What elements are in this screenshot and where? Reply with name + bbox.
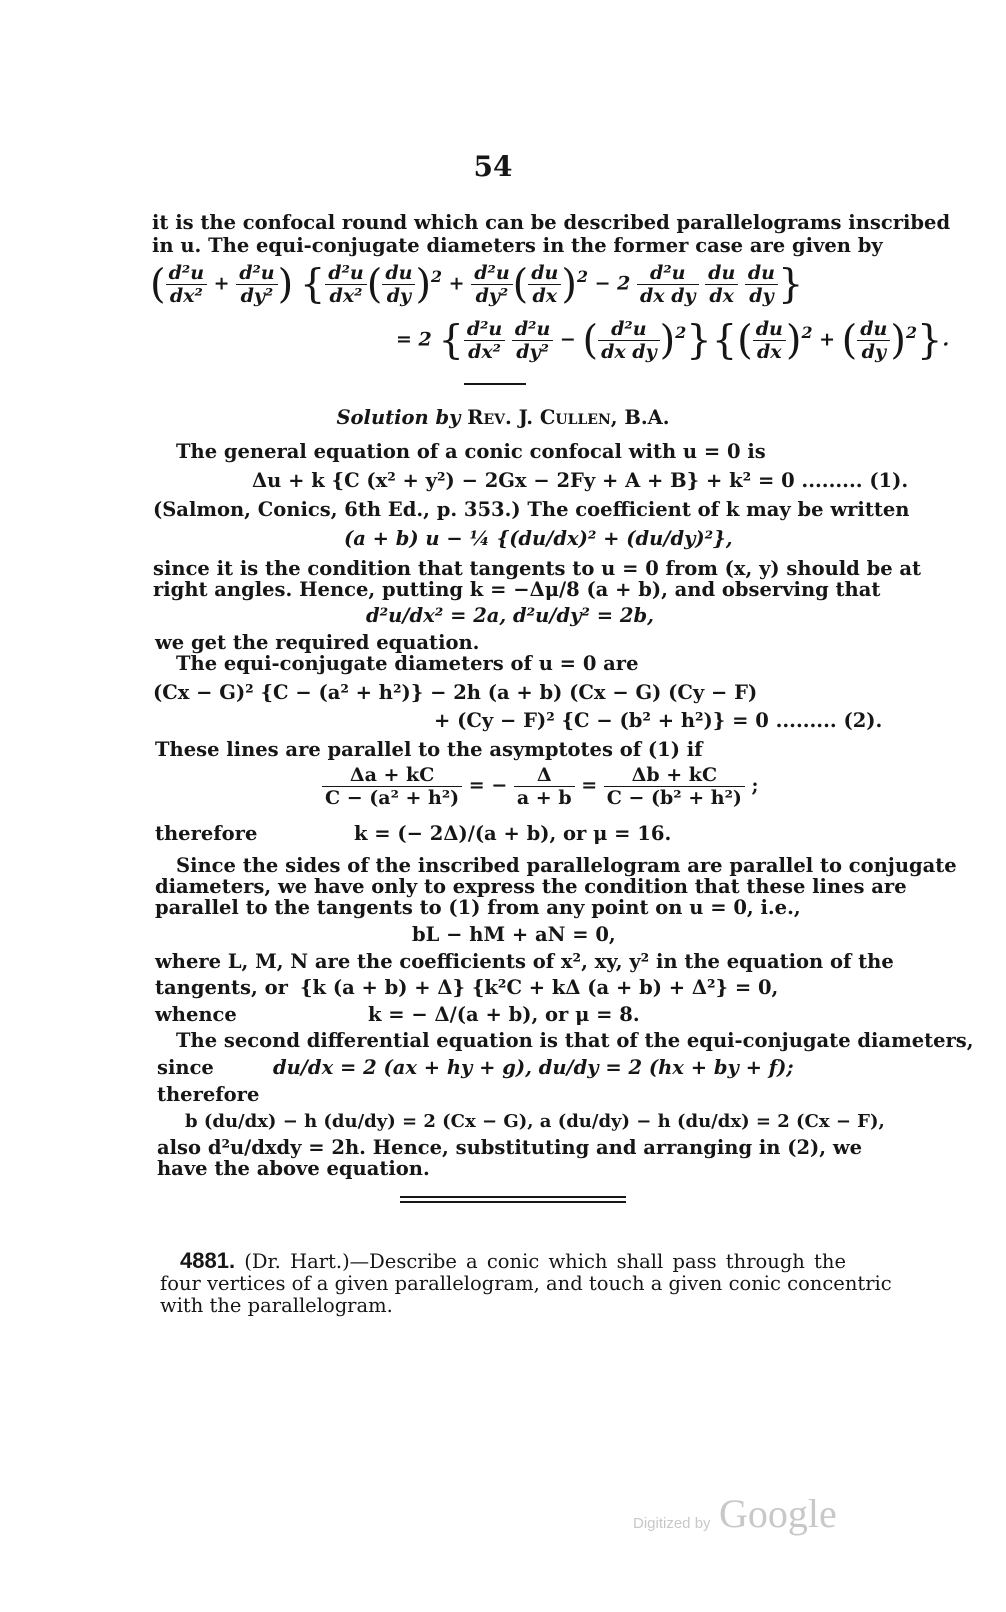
question-text-1: (Dr. Hart.)—Describe a conic which shall pass through the — [244, 1250, 846, 1273]
therefore-label-1: therefore — [155, 822, 258, 845]
para-8c: parallel to the tangents to (1) from any point on u = 0, i.e., — [155, 896, 801, 919]
equation-8: k = − Δ/(a + b), or μ = 8. — [368, 1003, 640, 1026]
therefore-label-2: therefore — [157, 1083, 260, 1106]
para-3b: right angles. Hence, putting k = −Δμ/8 (a + b), and observing that — [153, 578, 881, 601]
tangents-label: tangents, or — [155, 976, 288, 999]
equation-10: b (du/dx) − h (du/dy) = 2 (Cx − G), a (du/dy) − h (du/dx) = 2 (Cx − F), — [185, 1111, 885, 1132]
para-1: The general equation of a conic confocal with u = 0 is — [176, 440, 766, 463]
equation-4b: + (Cy − F)² {C − (b² + h²)} = 0 ......... (2). — [434, 709, 883, 732]
whence-label: whence — [155, 1003, 237, 1026]
equation-2: (a + b) u − ¼ {(du/dx)² + (du/dy)²}, — [344, 527, 733, 550]
question-line-1 — [180, 1250, 846, 1273]
para-9a: where L, M, N are the coefficients of x², xy, y² in the equation of the — [155, 950, 894, 973]
question-line-3: with the parallelogram. — [160, 1294, 393, 1317]
equation-4a: (Cx − G)² {C − (a² + h²)} − 2h (a + b) (Cx − G) (Cy − F) — [153, 681, 758, 704]
solution-heading — [0, 406, 1006, 429]
solution-prefix: Solution by — [336, 406, 461, 429]
equation-7: {k (a + b) + Δ} {k²C + kΔ (a + b) + Δ²} = 0, — [300, 976, 779, 999]
para-14a: also d²u/dxdy = 2h. Hence, substituting and arranging in (2), we — [157, 1136, 863, 1159]
equation-9: du/dx = 2 (ax + hy + g), du/dy = 2 (hx + by + f); — [273, 1056, 794, 1079]
para-4: we get the required equation. — [155, 631, 480, 654]
equation-3: d²u/dx² = 2a, d²u/dy² = 2b, — [366, 604, 654, 627]
para-5: The equi-conjugate diameters of u = 0 are — [176, 652, 639, 675]
equation-5-source: (Δa + kC)/(C − (a² + h²)) = − Δ/(a + b) = (Δb + kC)/(C − (b² + h²)); — [0, 4, 35, 5]
para-14b: have the above equation. — [157, 1157, 430, 1180]
equation-5: $\frac{\Delta a + kC}{\text{C − (a² + h²)}}$ = − $\frac{\Delta}{a + b}$ = $\frac{\Delta b + kC}{\text{C − (b² + h²)}}$ ; — [322, 764, 759, 809]
page-number: 54 — [473, 150, 513, 183]
para-6: These lines are parallel to the asymptotes of (1) if — [155, 738, 703, 761]
section-divider-short — [464, 383, 526, 385]
equation-0-source-lhs: (d²u/dx² + d²u/dy²) {d²u/dx² (du/dy)² + d²u/dy² (du/dx)² − 2 d²u/dxdy du/dx du/dy} — [0, 0, 42, 1]
question-number: 4881. — [180, 1248, 236, 1273]
section-divider-double-bottom — [400, 1201, 626, 1203]
equation-0-lhs: ( $\frac{\text{d²u}}{\text{dx²}}$ + $\frac{\text{d²u}}{\text{dy²}}$ ) { $\frac{\text{d²u}}{\text{dx²}}$ ( $\frac{du}{dy}$ )$^2$ + $\frac{\text{d²u}}{\text{dy²}}$ ( $\frac{du}{dx}$ )$^2$ − 2 $\frac{\text{d²u}}{\text{dx dy}}$ $\frac{du}{dx}$ $\frac{du}{dy}$ } — [150, 261, 804, 308]
para-2: (Salmon, Conics, 6th Ed., p. 353.) The coefficient of k may be written — [153, 498, 910, 521]
equation-therefore-1: k = (− 2Δ)/(a + b), or μ = 16. — [354, 822, 672, 845]
para-3a: since it is the condition that tangents to u = 0 from (x, y) should be at — [153, 557, 922, 580]
para-8b: diameters, we have only to express the condition that these lines are — [155, 875, 907, 898]
since-label: since — [157, 1056, 214, 1079]
google-logo: Google — [719, 1491, 837, 1536]
para-11: The second differential equation is that of the equi-conjugate diameters, — [176, 1029, 974, 1052]
intro-line-2: in u. The equi-conjugate diameters in the former case are given by — [152, 234, 883, 257]
intro-line-1: it is the confocal round which can be described parallelograms inscribed — [152, 211, 951, 234]
solution-author: Rev. J. Cullen, B.A. — [467, 406, 670, 429]
equation-6: bL − hM + aN = 0, — [412, 923, 616, 946]
question-line-2: four vertices of a given parallelogram, and touch a given conic concentric — [160, 1272, 892, 1295]
para-8a: Since the sides of the inscribed parallelogram are parallel to conjugate — [176, 854, 957, 877]
equation-0-source-rhs: = 2 {d²u/dx² d²u/dy² − (d²u/dxdy)²} {(du/dx)² + (du/dy)²}. — [0, 2, 30, 3]
section-divider-double-top — [400, 1196, 626, 1198]
equation-0-rhs: = 2 { $\frac{\text{d²u}}{\text{dx²}}$ $\frac{\text{d²u}}{\text{dy²}}$ − ( $\frac{\text{d²u}}{\text{dx dy}}$ )$^2$}{( $\frac{du}{dx}$ )$^2$ + ( $\frac{du}{dy}$ )$^2$}. — [396, 317, 950, 364]
digitized-by-label: Digitized by — [633, 1515, 711, 1532]
equation-1: Δu + k {C (x² + y²) − 2Gx − 2Fy + A + B} + k² = 0 ......... (1). — [252, 469, 909, 492]
